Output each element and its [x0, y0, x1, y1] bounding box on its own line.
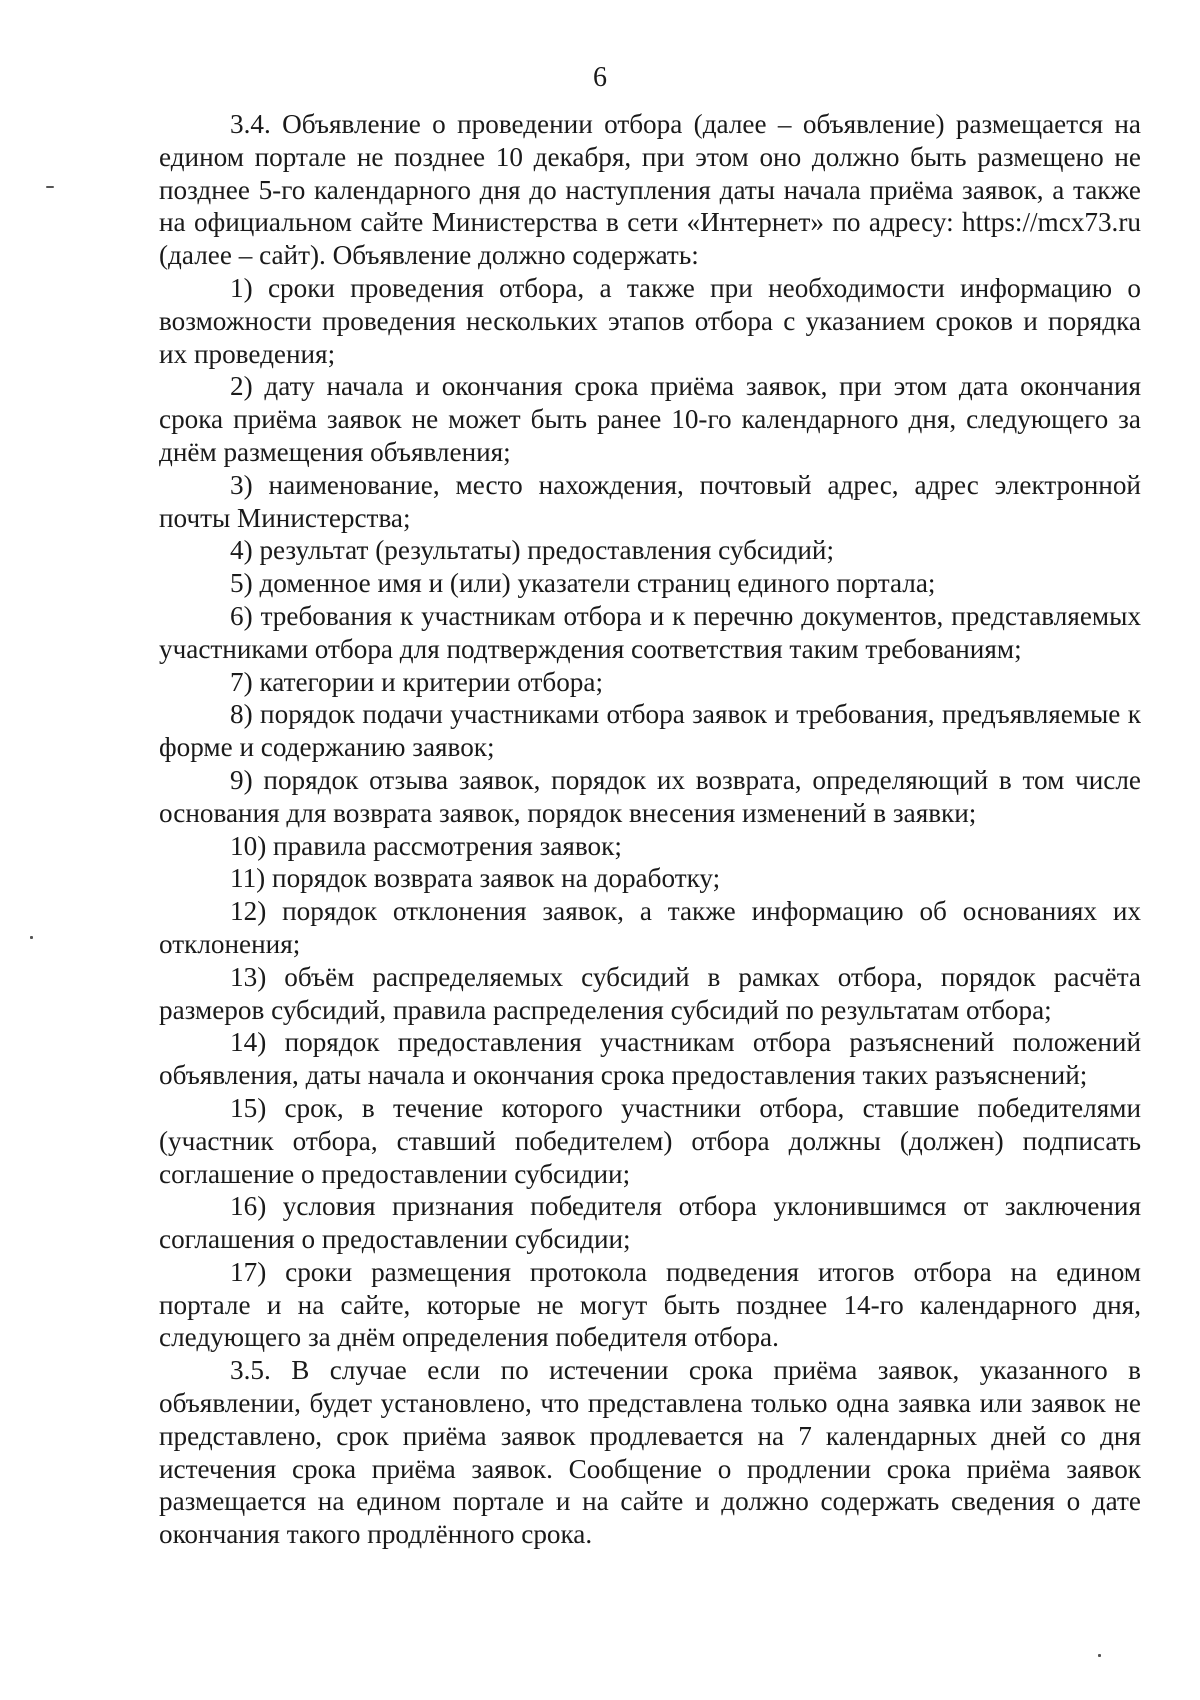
list-item-14: 14) порядок предоставления участникам отбора разъяснений положений объявления, даты начала и окончания срока предоставления таких разъяснений;	[159, 1027, 1141, 1091]
list-item-3: 3) наименование, место нахождения, почтовый адрес, адрес электронной почты Министерства;	[159, 469, 1141, 533]
list-item-12: 12) порядок отклонения заявок, а также информацию об основаниях их отклонения;	[159, 896, 1141, 959]
list-item-1: 1) сроки проведения отбора, а также при необходимости информацию о возможности проведения нескольких этапов отбора с указанием сроков и порядка их проведения;	[159, 272, 1141, 369]
paragraph-3-5: 3.5. В случае если по истечении срока приёма заявок, указанного в объявлении, будет установлено, что представлена только одна заявка или заявок не представлено, срок приёма заявок продлевается на 7 календарных дней со дня истечения срока приёма заявок. Сообщение о продлении срока приёма заявок размещается на едином портале и на сайте и должно содержать сведения о дате окончания такого продлённого срока.	[159, 1355, 1141, 1550]
list-item-6: 6) требования к участникам отбора и к перечню документов, представляемых участниками отбора для подтверждения соответствия таким требованиям;	[159, 600, 1141, 664]
list-item-16: 16) условия признания победителя отбора уклонившимся от заключения соглашения о предоставлении субсидии;	[159, 1191, 1141, 1255]
list-item-17: 17) сроки размещения протокола подведения итогов отбора на едином портале и на сайте, которые не могут быть позднее 14-го календарного дня, следующего за днём определения победителя отбора.	[159, 1256, 1141, 1353]
list-item-13: 13) объём распределяемых субсидий в рамках отбора, порядок расчёта размеров субсидий, правила распределения субсидий по результатам отбора;	[159, 961, 1141, 1025]
list-item-11: 11) порядок возврата заявок на доработку;	[230, 863, 721, 894]
list-item-9: 9) порядок отзыва заявок, порядок их возврата, определяющий в том числе основания для возврата заявок, порядок внесения изменений в заявки;	[159, 764, 1141, 828]
scan-speck	[1098, 1654, 1101, 1657]
list-item-8: 8) порядок подачи участниками отбора заявок и требования, предъявляемые к форме и содержанию заявок;	[159, 699, 1141, 763]
scan-speck	[46, 186, 54, 188]
document-body	[159, 108, 1141, 1551]
list-item-5: 5) доменное имя и (или) указатели страниц единого портала;	[230, 568, 936, 599]
list-item-2: 2) дату начала и окончания срока приёма заявок, при этом дата окончания срока приёма заявок не может быть ранее 10-го календарного дня, следующего за днём размещения объявления;	[159, 371, 1141, 467]
list-item-10: 10) правила рассмотрения заявок;	[230, 830, 622, 861]
list-item-4: 4) результат (результаты) предоставления субсидий;	[230, 535, 835, 566]
list-item-7: 7) категории и критерии отбора;	[230, 666, 604, 697]
page-number: 6	[593, 62, 607, 93]
scan-speck	[30, 936, 33, 939]
paragraph-3-4: 3.4. Объявление о проведении отбора (далее – объявление) размещается на едином портале не позднее 10 декабря, при этом оно должно быть размещено не позднее 5-го календарного дня до наступления даты начала приёма заявок, а также на официальном сайте Министерства в сети «Интернет» по адресу: https://mcx73.ru (далее – сайт). Объявление должно содержать:	[159, 109, 1141, 271]
list-item-15: 15) срок, в течение которого участники отбора, ставшие победителями (участник отбора, ставший победителем) отбора должны (должен) подписать соглашение о предоставлении субсидии;	[159, 1092, 1141, 1189]
